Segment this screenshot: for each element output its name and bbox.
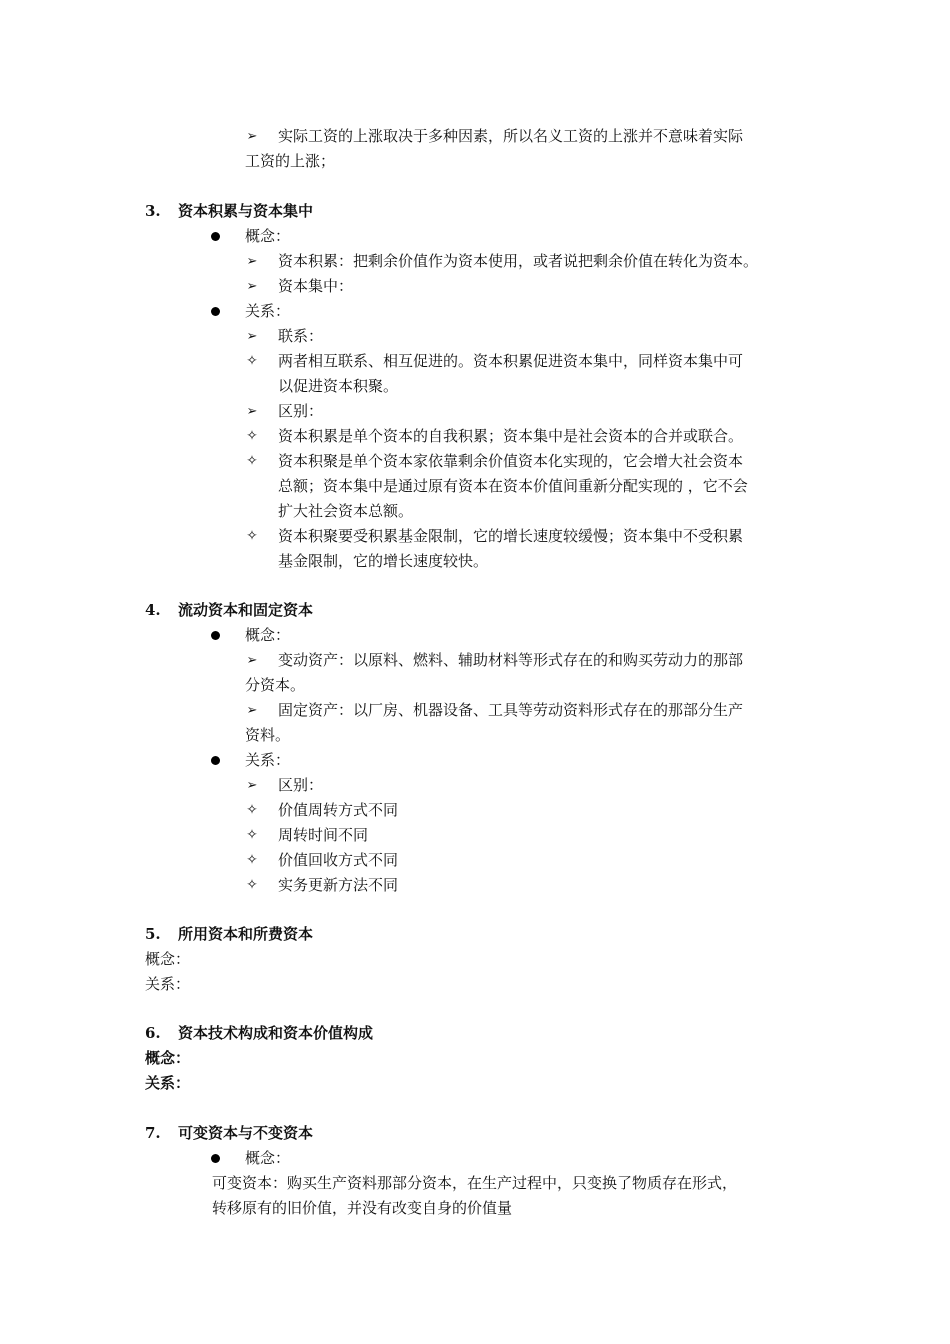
section-heading (0, 922, 950, 947)
list-item-text: 扩大社会资本总额。 (278, 502, 414, 520)
paragraph-text: 概念： (145, 950, 191, 968)
list-item-continuation (0, 374, 950, 399)
list-item (0, 349, 950, 374)
paragraph (0, 1071, 950, 1096)
list-item (0, 274, 950, 299)
diamond-bullet-icon: ✧ (246, 827, 258, 843)
list-item-text: 资本集中： (278, 277, 354, 295)
diamond-bullet-icon: ✧ (246, 428, 258, 444)
arrow-bullet-icon: ➢ (246, 254, 258, 269)
diamond-bullet-icon: ✧ (246, 877, 258, 893)
bullet-dot-icon (211, 232, 220, 241)
list-item-continuation (0, 149, 950, 174)
paragraph-text: 转移原有的旧价值，并没有改变自身的价值量 (212, 1199, 513, 1217)
list-item-text: 以促进资本积聚。 (278, 377, 399, 395)
arrow-bullet-icon: ➢ (246, 279, 258, 294)
list-item-text: 固定资产：以厂房、机器设备、工具等劳动资料形式存在的那部分生产 (278, 701, 744, 719)
paragraph (0, 1171, 950, 1196)
list-item (0, 648, 950, 673)
list-item-text: 关系： (245, 302, 291, 320)
list-item (0, 748, 950, 773)
section-number: 6. (145, 1024, 161, 1042)
diamond-bullet-icon: ✧ (246, 453, 258, 469)
list-item-text: 资本积聚是单个资本家依靠剩余价值资本化实现的，它会增大社会资本 (278, 452, 744, 470)
list-item-text: 周转时间不同 (278, 826, 369, 844)
arrow-bullet-icon: ➢ (246, 404, 258, 419)
diamond-bullet-icon: ✧ (246, 353, 258, 369)
list-item-text: 联系： (278, 327, 324, 345)
list-item-text: 工资的上涨； (245, 152, 336, 170)
list-item-text: 价值周转方式不同 (278, 801, 399, 819)
list-item (0, 524, 950, 549)
list-item-text: 区别： (278, 402, 324, 420)
list-item-text: 两者相互联系、相互促进的。资本积累促进资本集中，同样资本集中可 (278, 352, 744, 370)
list-item-continuation (0, 549, 950, 574)
list-item (0, 823, 950, 848)
list-item-text: 概念： (245, 227, 291, 245)
list-item-text: 分资本。 (245, 676, 306, 694)
list-item (0, 424, 950, 449)
list-item (0, 449, 950, 474)
list-item-text: 资本积累是单个资本的自我积累；资本集中是社会资本的合并或联合。 (278, 427, 744, 445)
section-heading (0, 598, 950, 623)
bullet-dot-icon (211, 756, 220, 765)
diamond-bullet-icon: ✧ (246, 802, 258, 818)
list-item-continuation (0, 723, 950, 748)
list-item-text: 概念： (245, 626, 291, 644)
section-title: 所用资本和所费资本 (178, 925, 314, 943)
list-item (0, 773, 950, 798)
list-item-text: 价值回收方式不同 (278, 851, 399, 869)
list-item (0, 399, 950, 424)
list-item (0, 249, 950, 274)
section-heading (0, 1121, 950, 1146)
list-item-text: 实务更新方法不同 (278, 876, 399, 894)
list-item-text: 资本积累：把剩余价值作为资本使用，或者说把剩余价值在转化为资本。 (278, 252, 759, 270)
list-item (0, 848, 950, 873)
list-item (0, 124, 950, 149)
section-number: 7. (145, 1124, 161, 1142)
arrow-bullet-icon: ➢ (246, 653, 258, 668)
list-item-text: 变动资产：以原料、燃料、辅助材料等形式存在的和购买劳动力的那部 (278, 651, 744, 669)
section-number: 5. (145, 925, 161, 943)
list-item-continuation (0, 474, 950, 499)
list-item-continuation (0, 673, 950, 698)
section-title: 资本积累与资本集中 (178, 202, 314, 220)
section-heading (0, 1021, 950, 1046)
list-item (0, 798, 950, 823)
list-item-continuation (0, 499, 950, 524)
list-item (0, 623, 950, 648)
bullet-dot-icon (211, 631, 220, 640)
list-item (0, 873, 950, 898)
list-item (0, 299, 950, 324)
list-item (0, 224, 950, 249)
list-item (0, 324, 950, 349)
list-item-text: 基金限制，它的增长速度较快。 (278, 552, 489, 570)
section-number: 4. (145, 601, 161, 619)
bullet-dot-icon (211, 307, 220, 316)
paragraph (0, 972, 950, 997)
list-item-text: 区别： (278, 776, 324, 794)
list-item-text: 资料。 (245, 726, 291, 744)
arrow-bullet-icon: ➢ (246, 778, 258, 793)
section-title: 资本技术构成和资本价值构成 (178, 1024, 374, 1042)
paragraph-text: 概念： (145, 1049, 191, 1067)
arrow-bullet-icon: ➢ (246, 129, 258, 144)
paragraph (0, 947, 950, 972)
list-item-text: 总额；资本集中是通过原有资本在资本价值间重新分配实现的 ，它不会 (278, 477, 748, 495)
diamond-bullet-icon: ✧ (246, 528, 258, 544)
list-item-text: 资本积聚要受积累基金限制，它的增长速度较缓慢；资本集中不受积累 (278, 527, 744, 545)
list-item-text: 关系： (245, 751, 291, 769)
arrow-bullet-icon: ➢ (246, 703, 258, 718)
list-item (0, 698, 950, 723)
paragraph-text: 关系： (145, 1074, 191, 1092)
section-title: 可变资本与不变资本 (178, 1124, 314, 1142)
section-title: 流动资本和固定资本 (178, 601, 314, 619)
diamond-bullet-icon: ✧ (246, 852, 258, 868)
paragraph (0, 1046, 950, 1071)
list-item (0, 1146, 950, 1171)
paragraph-text: 关系： (145, 975, 191, 993)
section-heading (0, 199, 950, 224)
arrow-bullet-icon: ➢ (246, 329, 258, 344)
list-item-text: 实际工资的上涨取决于多种因素，所以名义工资的上涨并不意味着实际 (278, 127, 744, 145)
section-number: 3. (145, 202, 161, 220)
paragraph (0, 1196, 950, 1221)
bullet-dot-icon (211, 1154, 220, 1163)
list-item-text: 概念： (245, 1149, 291, 1167)
paragraph-text: 可变资本：购买生产资料那部分资本，在生产过程中，只变换了物质存在形式， (212, 1174, 738, 1192)
